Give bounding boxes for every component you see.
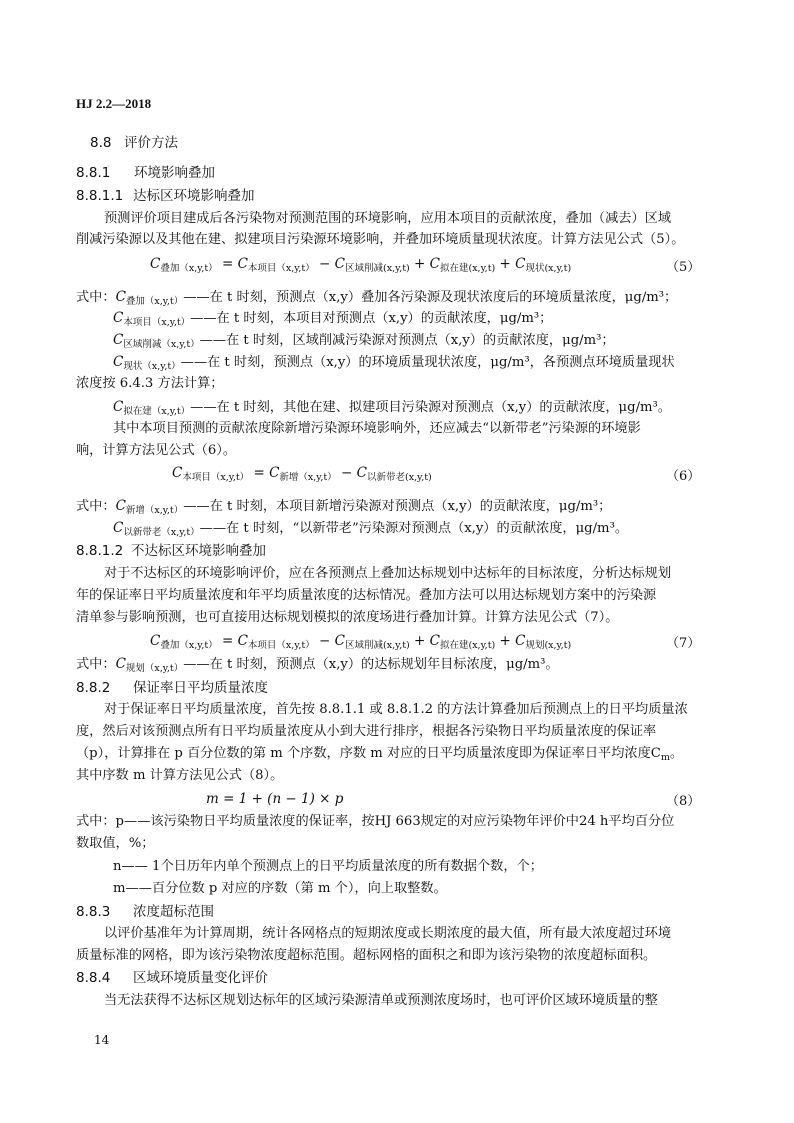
- section-number: 8.8.1: [76, 165, 111, 181]
- equation-8: m = 1 + (n − 1) × p: [206, 791, 344, 807]
- definition-line: 式中：$C_{新增(x,y,t)}——$在 t 时刻，本项目新增污染源对预测点（x,y）的贡献浓度，μg/m³；: [76, 498, 612, 516]
- paragraph-line: 削减污染源以及其他在建、拟建项目污染源环境影响，并叠加环境质量现状浓度。计算方法见公式（5）。: [76, 232, 685, 247]
- equation-5: $C_{叠加(x,y,t)} = C_{本项目(x,y,t)} - C_{区域削减(x,y,t)} + C_{拟在建(x,y,t)} + C_{现状(x,y,t)}$: [150, 256, 572, 274]
- definition-line: $C_{拟在建(x,y,t)}——$在 t 时刻，其他在建、拟建项目污染源对预测点（x,y）的贡献浓度，μg/m³。: [113, 399, 671, 417]
- section-title: 评价方法: [124, 135, 178, 151]
- definition-line: $C_{本项目(x,y,t)}——$在 t 时刻，本项目对预测点（x,y）的贡献浓度，μg/m³；: [113, 310, 553, 328]
- document-code: HJ 2.2—2018: [76, 96, 152, 111]
- section-number: 8.8: [90, 135, 112, 151]
- paragraph-line: 年的保证率日平均质量浓度和年平均质量浓度的达标情况。叠加方法可以用达标规划方案中的污染源: [76, 588, 657, 603]
- definition-line: 式中：$C_{规划(x,y,t)}——$在 t 时刻，预测点（x,y）的达标规划年目标浓度，μg/m³。: [76, 656, 559, 674]
- definition-line: $C_{区域削减(x,y,t)}——$在 t 时刻，区域削减污染源对预测点（x,y）的贡献浓度，μg/m³；: [113, 332, 615, 350]
- section-number: 8.8.3: [76, 904, 111, 920]
- page-number: 14: [94, 1033, 110, 1047]
- paragraph-line: 质量标准的网格，即为该污染物浓度超标范围。超标网格的面积之和即为该污染物的浓度超标面积。: [76, 948, 657, 963]
- paragraph-line: （p），计算排在 p 百分位数的第 m 个序数，序数 m 对应的日平均质量浓度即为保证率日平均浓度$C_m$。: [76, 746, 684, 763]
- equation-number: （6）: [666, 469, 701, 484]
- paragraph-line: 对于不达标区的环境影响评价，应在各预测点上叠加达标规划中达标年的目标浓度，分析达标规划: [104, 566, 672, 581]
- paragraph-line: 响，计算方法见公式（6）。: [76, 443, 237, 458]
- equation-number: （7）: [666, 636, 701, 651]
- section-title: 浓度超标范围: [133, 904, 214, 920]
- definition-line: 式中：$C_{叠加(x,y,t)}——$在 t 时刻，预测点（x,y）叠加各污染源及现状浓度后的环境质量浓度，μg/m³；: [76, 289, 678, 307]
- section-title: 环境影响叠加: [134, 165, 215, 181]
- section-title: 保证率日平均质量浓度: [133, 680, 268, 696]
- section-title: 达标区环境影响叠加: [133, 188, 255, 204]
- paragraph-line: 度，然后对该预测点所有日平均质量浓度从小到大进行排序，根据各污染物日平均质量浓度的保证率: [76, 724, 657, 739]
- definition-line: $C_{现状(x,y,t)}——$在 t 时刻，预测点（x,y）的环境质量现状浓度，μg/m³，各预测点环境质量现状: [113, 354, 675, 372]
- section-title: 区域环境质量变化评价: [133, 970, 268, 986]
- definition-line: 式中：p——该污染物日平均质量浓度的保证率，按HJ 663规定的对应污染物年评价中24 h平均百分位: [76, 814, 675, 829]
- paragraph-line: 清单参与影响预测，也可直接用达标规划模拟的浓度场进行叠加计算。计算方法见公式（7）。: [76, 610, 619, 625]
- equation-number: （5）: [666, 260, 701, 275]
- definition-line: n—— 1个日历年内单个预测点上的日平均质量浓度的所有数据个数，个；: [113, 859, 543, 874]
- definition-line: 数取值，%；: [76, 836, 155, 851]
- paragraph-line: 当无法获得不达标区规划达标年的区域污染源清单或预测浓度场时，也可评价区域环境质量的整: [104, 993, 658, 1008]
- section-number: 8.8.2: [76, 680, 111, 696]
- section-number: 8.8.1.2: [76, 543, 124, 559]
- equation-7: $C_{叠加(x,y,t)} = C_{本项目(x,y,t)} - C_{区域削减(x,y,t)} + C_{拟在建(x,y,t)} + C_{规划(x,y,t)}$: [150, 633, 572, 651]
- equation-number: （8）: [666, 794, 701, 809]
- paragraph-line: 其中序数 m 计算方法见公式（8）。: [76, 768, 284, 783]
- definition-line: m——百分位数 p 对应的序数（第 m 个），向上取整数。: [113, 881, 447, 896]
- paragraph-line: 对于保证率日平均质量浓度，首先按 8.8.1.1 或 8.8.1.2 的方法计算叠加后预测点上的日平均质量浓: [104, 702, 688, 717]
- section-number: 8.8.4: [76, 970, 111, 986]
- paragraph-line: 预测评价项目建成后各污染物对预测范围的环境影响，应用本项目的贡献浓度，叠加（减去）区域: [104, 211, 672, 226]
- section-number: 8.8.1.1: [76, 188, 124, 204]
- definition-line: $C_{以新带老(x,y,t)}——$在 t 时刻，“以新带老”污染源对预测点（x,y）的贡献浓度，μg/m³。: [113, 520, 629, 538]
- equation-6: $C_{本项目(x,y,t)} = C_{新增(x,y,t)} - C_{以新带老(x,y,t)}$: [172, 465, 432, 483]
- paragraph-line: 以评价基准年为计算周期，统计各网格点的短期浓度或长期浓度的最大值，所有最大浓度超过环境: [104, 926, 672, 941]
- paragraph-line: 其中本项目预测的贡献浓度除新增污染源环境影响外，还应减去“以新带老”污染源的环境影: [113, 421, 641, 436]
- definition-line: 浓度按 6.4.3 方法计算；: [76, 376, 224, 391]
- section-title: 不达标区环境影响叠加: [131, 543, 266, 559]
